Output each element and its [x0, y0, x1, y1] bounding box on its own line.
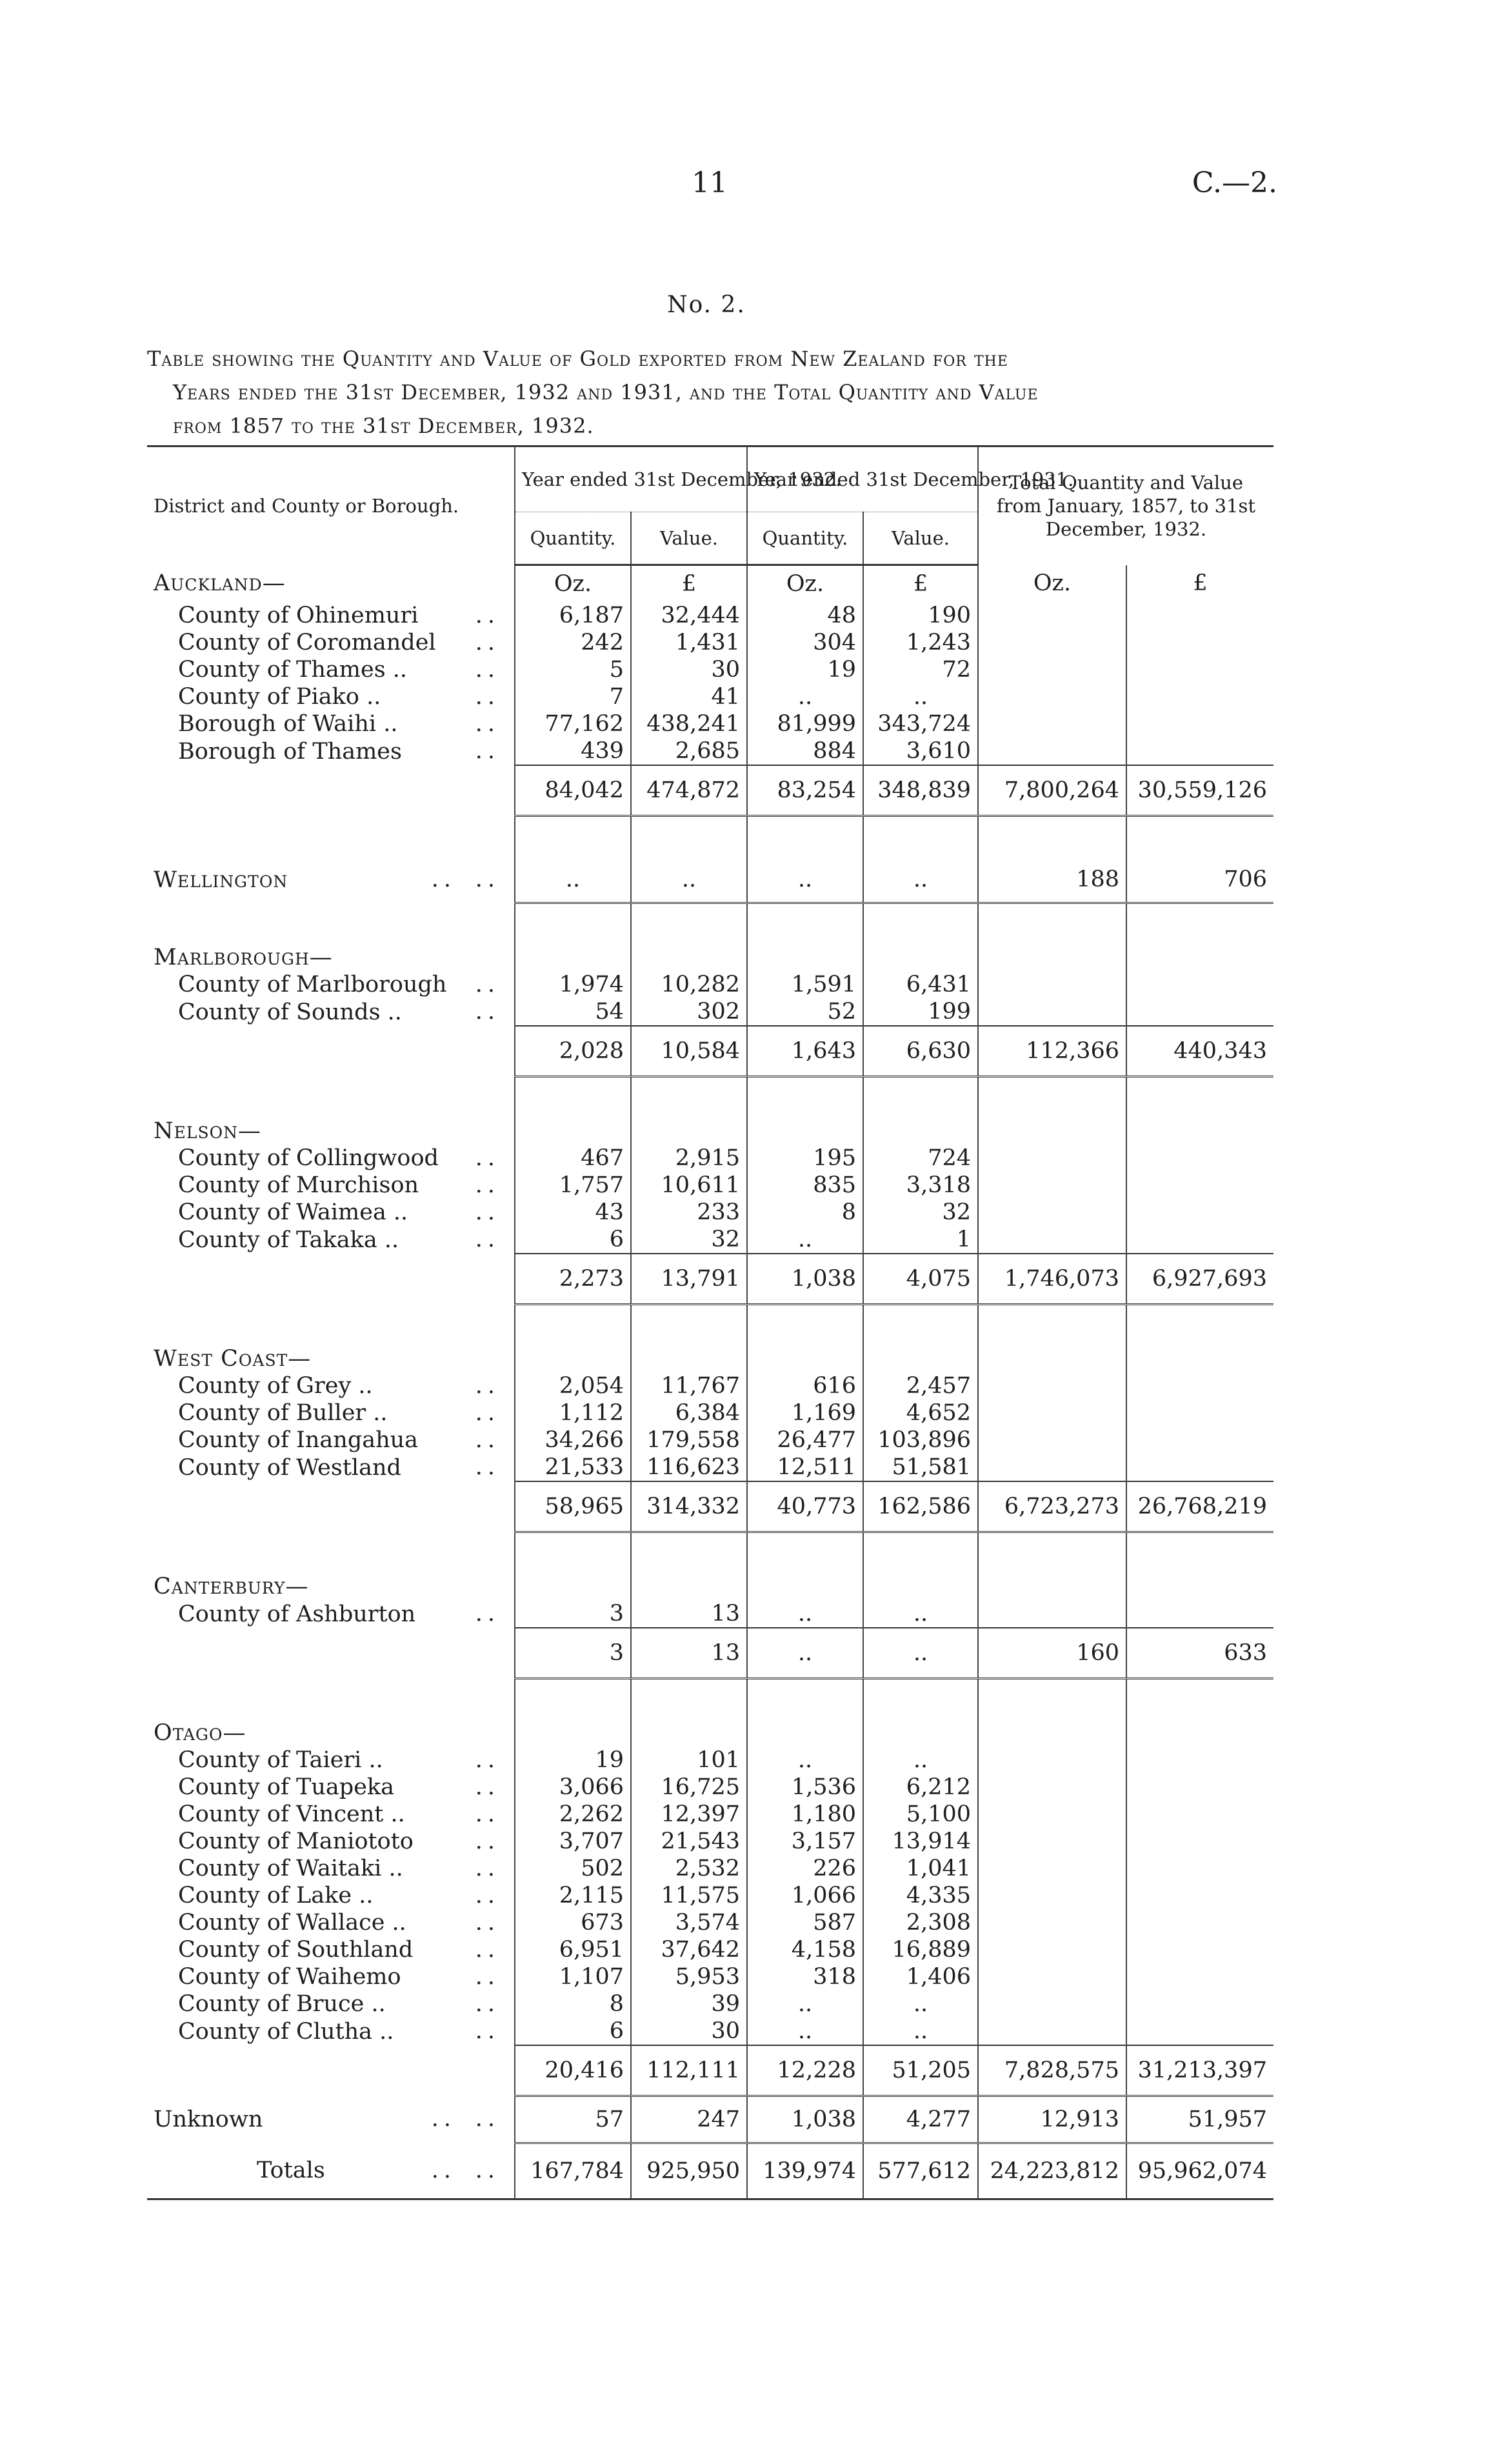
cell-value-1932: 10,282	[631, 971, 747, 998]
cell-quantity-1931: 1,066	[747, 1882, 863, 1909]
cell-quantity-1932: 43	[515, 1199, 631, 1226]
cell-quantity-1932: 34,266	[515, 1427, 631, 1454]
district-label: County of Ashburton ..	[178, 1601, 500, 1627]
district-label: County of Inangahua ..	[178, 1427, 500, 1453]
table-row	[147, 1172, 1273, 1199]
cell-value-1931: 103,896	[863, 1427, 978, 1454]
cell-value-1932: 116,623	[631, 1454, 747, 1481]
subtotal-total-value: 31,213,397	[1126, 2045, 1273, 2096]
section-name: Auckland—	[154, 570, 286, 597]
cell-quantity-1932: 1,757	[515, 1172, 631, 1199]
cell-quantity-1932: 6	[515, 1226, 631, 1254]
cell-value-1932: 6,384	[631, 1399, 747, 1427]
subtotal-value-1931: 6,630	[863, 1026, 978, 1077]
subtotal-quantity-1931: 83,254	[747, 765, 863, 816]
cell-quantity-1931: 304	[747, 629, 863, 656]
spacer-row	[147, 1305, 1273, 1346]
unknown-label: Unknown .. ..	[154, 2105, 500, 2132]
cell-quantity-1931: 1,180	[747, 1801, 863, 1828]
cell-quantity-1932: 1,112	[515, 1399, 631, 1427]
cell-value-1932: 32	[631, 1226, 747, 1254]
cell-quantity-1931: 3,157	[747, 1828, 863, 1855]
cell-quantity-1931: ..	[747, 2018, 863, 2045]
section-header-row	[147, 1719, 1273, 1747]
district-label: County of Marlborough ..	[178, 972, 500, 997]
cell-quantity-1932: 1,974	[515, 971, 631, 998]
title-line: from 1857 to the 31st December, 1932.	[173, 414, 594, 438]
subtotal-quantity-1931: 12,228	[747, 2045, 863, 2096]
table-row	[147, 1600, 1273, 1628]
cell-value-1931: 343,724	[863, 710, 978, 737]
subtotal-total-quantity: 160	[978, 1628, 1126, 1679]
cell-quantity-1931: ..	[747, 1747, 863, 1774]
total-value-1932: 925,950	[631, 2143, 747, 2199]
cell-quantity-1931: 884	[747, 737, 863, 765]
cell-quantity-1932: 3,066	[515, 1774, 631, 1801]
district-label: County of Thames .. ..	[178, 657, 500, 683]
unit-label: Oz.	[978, 565, 1126, 603]
cell-quantity-1931: 8	[747, 1199, 863, 1226]
cell-total-value	[1126, 602, 1273, 629]
cell-total-value	[1126, 629, 1273, 656]
cell-value-1931: ..	[863, 1747, 978, 1774]
subtotal-quantity-1931: 1,643	[747, 1026, 863, 1077]
cell-total-quantity	[978, 656, 1126, 683]
cell-quantity-1931: 48	[747, 602, 863, 629]
district-label: County of Ohinemuri ..	[178, 603, 500, 628]
district-label: County of Waihemo ..	[178, 1964, 500, 1990]
cell-value-1931: 16,889	[863, 1936, 978, 1963]
grand-total-quantity: 24,223,812	[978, 2143, 1126, 2199]
cell-value-1932: 39	[631, 1990, 747, 2018]
cell-value-1931: 1	[863, 1226, 978, 1254]
cell-value-1932: 179,558	[631, 1427, 747, 1454]
cell-value-1931: 1,243	[863, 629, 978, 656]
cell-value-1932: 30	[631, 2018, 747, 2045]
cell-value-1932: ..	[631, 857, 747, 903]
table-row	[147, 1454, 1273, 1481]
cell-value-1932: 30	[631, 656, 747, 683]
subtotal-total-value: 26,768,219	[1126, 1481, 1273, 1532]
cell-value-1932: 37,642	[631, 1936, 747, 1963]
district-label: County of Bruce .. ..	[178, 1991, 500, 2017]
table-row	[147, 971, 1273, 998]
table-row	[147, 1145, 1273, 1172]
subtotal-label	[147, 765, 515, 816]
subtotal-value-1931: 4,075	[863, 1254, 978, 1305]
cell-value-1931: 3,610	[863, 737, 978, 765]
cell-value-1932: 12,397	[631, 1801, 747, 1828]
cell-value-1932: 247	[631, 2096, 747, 2143]
document-reference: C.—2.	[1192, 166, 1277, 199]
cell-value-1932: 101	[631, 1747, 747, 1774]
table-row	[147, 1427, 1273, 1454]
subtotal-total-value: 6,927,693	[1126, 1254, 1273, 1305]
cell-value-1931: 4,277	[863, 2096, 978, 2143]
cell-value-1932: 21,543	[631, 1828, 747, 1855]
cell-quantity-1932: ..	[515, 857, 631, 903]
unit-label: £	[631, 565, 747, 603]
quantity-header: Quantity.	[515, 512, 631, 565]
table-row	[147, 1963, 1273, 1990]
cell-total-value: 706	[1126, 857, 1273, 903]
district-label: County of Buller .. ..	[178, 1400, 500, 1426]
table-row	[147, 737, 1273, 765]
spacer-row	[147, 1532, 1273, 1574]
cell-quantity-1931: 616	[747, 1372, 863, 1399]
subtotal-value-1932: 13	[631, 1628, 747, 1679]
cell-quantity-1931: 12,511	[747, 1454, 863, 1481]
cell-quantity-1932: 19	[515, 1747, 631, 1774]
cell-value-1932: 302	[631, 998, 747, 1026]
year-1932-column-header: Year ended 31st December, 1932.	[515, 446, 747, 512]
subtotal-value-1932: 314,332	[631, 1481, 747, 1532]
district-label: County of Sounds .. ..	[178, 999, 500, 1025]
cell-quantity-1932: 502	[515, 1855, 631, 1882]
cell-value-1931: 72	[863, 656, 978, 683]
cell-quantity-1931: ..	[747, 1990, 863, 2018]
district-label: County of Waitaki .. ..	[178, 1856, 500, 1881]
district-label: County of Murchison ..	[178, 1172, 500, 1198]
totals-label: Totals .. ..	[147, 2143, 515, 2199]
subtotal-row	[147, 1628, 1273, 1679]
cell-total-value	[1126, 656, 1273, 683]
district-label: County of Westland ..	[178, 1454, 500, 1481]
cell-value-1931: 199	[863, 998, 978, 1026]
table-row	[147, 710, 1273, 737]
table-row	[147, 1855, 1273, 1882]
district-label: County of Lake .. ..	[178, 1883, 500, 1908]
subtotal-value-1931: 51,205	[863, 2045, 978, 2096]
cell-total-value	[1126, 737, 1273, 765]
cell-quantity-1931: 195	[747, 1145, 863, 1172]
cell-quantity-1931: 1,038	[747, 2096, 863, 2143]
cell-total-quantity: 188	[978, 857, 1126, 903]
cell-quantity-1932: 6	[515, 2018, 631, 2045]
section-header-row	[147, 944, 1273, 971]
cell-quantity-1932: 2,262	[515, 1801, 631, 1828]
value-header: Value.	[631, 512, 747, 565]
cell-quantity-1931: 19	[747, 656, 863, 683]
cell-quantity-1931: ..	[747, 1226, 863, 1254]
subtotal-quantity-1932: 2,273	[515, 1254, 631, 1305]
district-label: County of Grey .. ..	[178, 1373, 500, 1399]
cell-value-1931: ..	[863, 1990, 978, 2018]
subtotal-value-1931: 162,586	[863, 1481, 978, 1532]
cell-value-1931: 4,652	[863, 1399, 978, 1427]
table-row	[147, 1828, 1273, 1855]
cell-total-quantity	[978, 710, 1126, 737]
subtotal-total-value: 30,559,126	[1126, 765, 1273, 816]
subtotal-row	[147, 1481, 1273, 1532]
district-label: County of Collingwood ..	[178, 1145, 500, 1171]
subtotal-total-quantity: 7,800,264	[978, 765, 1126, 816]
cell-total-quantity	[978, 629, 1126, 656]
cell-value-1932: 11,575	[631, 1882, 747, 1909]
cell-total-value	[1126, 710, 1273, 737]
table-row	[147, 2018, 1273, 2045]
district-label: County of Tuapeka ..	[178, 1774, 500, 1800]
cell-value-1932: 2,532	[631, 1855, 747, 1882]
table-row	[147, 1882, 1273, 1909]
cell-quantity-1931: ..	[747, 857, 863, 903]
table-row	[147, 1399, 1273, 1427]
total-column-header: Total Quantity and Value from January, 1857, to 31st December, 1932.	[978, 446, 1273, 565]
cell-value-1932: 1,431	[631, 629, 747, 656]
table-header	[147, 446, 1273, 565]
table-row	[147, 1936, 1273, 1963]
district-label: County of Wallace .. ..	[178, 1910, 500, 1936]
subtotal-quantity-1932: 84,042	[515, 765, 631, 816]
cell-quantity-1932: 21,533	[515, 1454, 631, 1481]
subtotal-row	[147, 1026, 1273, 1077]
cell-quantity-1931: 4,158	[747, 1936, 863, 1963]
section-header-row	[147, 565, 1273, 603]
table-row	[147, 1747, 1273, 1774]
cell-value-1931: 6,431	[863, 971, 978, 998]
grand-total-value: 95,962,074	[1126, 2143, 1273, 2199]
cell-value-1931: 5,100	[863, 1801, 978, 1828]
unit-label: Oz.	[515, 565, 631, 603]
district-column-header: District and County or Borough.	[147, 446, 515, 565]
subtotal-quantity-1931: 40,773	[747, 1481, 863, 1532]
cell-total-value: 51,957	[1126, 2096, 1273, 2143]
cell-quantity-1931: 226	[747, 1855, 863, 1882]
cell-quantity-1932: 673	[515, 1909, 631, 1936]
cell-quantity-1932: 54	[515, 998, 631, 1026]
cell-value-1932: 438,241	[631, 710, 747, 737]
cell-quantity-1932: 5	[515, 656, 631, 683]
subtotal-quantity-1932: 3	[515, 1628, 631, 1679]
section-name: Canterbury—	[154, 1574, 309, 1599]
value-header: Value.	[863, 512, 978, 565]
table-row	[147, 857, 1273, 903]
cell-quantity-1932: 3,707	[515, 1828, 631, 1855]
page-number: 11	[692, 166, 728, 199]
subtotal-value-1931: ..	[863, 1628, 978, 1679]
cell-quantity-1932: 2,054	[515, 1372, 631, 1399]
subtotal-value-1932: 112,111	[631, 2045, 747, 2096]
cell-quantity-1931: 52	[747, 998, 863, 1026]
table-row	[147, 683, 1273, 710]
cell-value-1931: 3,318	[863, 1172, 978, 1199]
table-row	[147, 656, 1273, 683]
cell-value-1931: 32	[863, 1199, 978, 1226]
cell-quantity-1932: 3	[515, 1600, 631, 1628]
table-row	[147, 629, 1273, 656]
cell-value-1932: 2,685	[631, 737, 747, 765]
subtotal-total-quantity: 1,746,073	[978, 1254, 1126, 1305]
district-label: County of Maniototo ..	[178, 1828, 500, 1854]
cell-quantity-1931: 1,591	[747, 971, 863, 998]
section-name: Nelson—	[154, 1118, 261, 1144]
cell-quantity-1932: 242	[515, 629, 631, 656]
cell-quantity-1932: 8	[515, 1990, 631, 2018]
subtotal-value-1932: 474,872	[631, 765, 747, 816]
unit-label: Oz.	[747, 565, 863, 603]
cell-value-1932: 233	[631, 1199, 747, 1226]
cell-value-1931: 51,581	[863, 1454, 978, 1481]
district-label: County of Taieri .. ..	[178, 1747, 500, 1773]
cell-quantity-1932: 77,162	[515, 710, 631, 737]
subtotal-total-value: 633	[1126, 1628, 1273, 1679]
subtotal-total-quantity: 7,828,575	[978, 2045, 1126, 2096]
cell-quantity-1932: 7	[515, 683, 631, 710]
table-row	[147, 602, 1273, 629]
subtotal-total-value: 440,343	[1126, 1026, 1273, 1077]
gold-export-table	[147, 445, 1273, 2200]
subtotal-value-1931: 348,839	[863, 765, 978, 816]
table-row	[147, 1199, 1273, 1226]
cell-quantity-1931: 1,169	[747, 1399, 863, 1427]
cell-value-1932: 10,611	[631, 1172, 747, 1199]
district-label: County of Coromandel ..	[178, 630, 500, 656]
cell-quantity-1932: 467	[515, 1145, 631, 1172]
cell-total-quantity: 12,913	[978, 2096, 1126, 2143]
cell-value-1931: ..	[863, 1600, 978, 1628]
table-row	[147, 1226, 1273, 1254]
unit-label: £	[863, 565, 978, 603]
subtotal-row	[147, 765, 1273, 816]
cell-value-1932: 13	[631, 1600, 747, 1628]
subtotal-value-1932: 13,791	[631, 1254, 747, 1305]
cell-value-1931: 1,406	[863, 1963, 978, 1990]
cell-value-1931: ..	[863, 2018, 978, 2045]
cell-quantity-1931: 835	[747, 1172, 863, 1199]
year-1931-column-header: Year ended 31st December, 1931.	[747, 446, 978, 512]
total-value-1931: 577,612	[863, 2143, 978, 2199]
cell-value-1931: ..	[863, 857, 978, 903]
table-row	[147, 1801, 1273, 1828]
cell-quantity-1931: 587	[747, 1909, 863, 1936]
table-row	[147, 998, 1273, 1026]
cell-quantity-1931: ..	[747, 1600, 863, 1628]
cell-total-quantity	[978, 602, 1126, 629]
cell-quantity-1932: 1,107	[515, 1963, 631, 1990]
cell-value-1932: 11,767	[631, 1372, 747, 1399]
title-line: Years ended the 31st December, 1932 and 1931, and the Total Quantity and Value	[173, 380, 1039, 405]
cell-value-1932: 41	[631, 683, 747, 710]
subtotal-row	[147, 1254, 1273, 1305]
cell-quantity-1931: 318	[747, 1963, 863, 1990]
district-label: Borough of Waihi .. ..	[178, 711, 500, 737]
table-row	[147, 1990, 1273, 2018]
section-name: West Coast—	[154, 1346, 312, 1372]
cell-value-1931: 724	[863, 1145, 978, 1172]
subtotal-quantity-1931: ..	[747, 1628, 863, 1679]
subtotal-total-quantity: 112,366	[978, 1026, 1126, 1077]
spacer-row	[147, 1679, 1273, 1720]
cell-value-1932: 5,953	[631, 1963, 747, 1990]
section-header-row	[147, 1573, 1273, 1600]
spacer-row	[147, 903, 1273, 945]
subtotal-total-quantity: 6,723,273	[978, 1481, 1126, 1532]
title-line: Table showing the Quantity and Value of Gold exported from New Zealand for the	[147, 346, 1008, 371]
cell-quantity-1932: 6,951	[515, 1936, 631, 1963]
quantity-header: Quantity.	[747, 512, 863, 565]
table-row	[147, 1909, 1273, 1936]
cell-value-1932: 32,444	[631, 602, 747, 629]
spacer-row	[147, 1077, 1273, 1118]
unit-label: £	[1126, 565, 1273, 603]
subtotal-quantity-1931: 1,038	[747, 1254, 863, 1305]
cell-value-1932: 16,725	[631, 1774, 747, 1801]
table-title	[147, 342, 1270, 443]
cell-value-1931: 13,914	[863, 1828, 978, 1855]
section-header-row	[147, 1117, 1273, 1145]
district-label: County of Southland ..	[178, 1937, 500, 1963]
subtotal-quantity-1932: 2,028	[515, 1026, 631, 1077]
cell-value-1932: 3,574	[631, 1909, 747, 1936]
cell-quantity-1931: ..	[747, 683, 863, 710]
cell-quantity-1932: 57	[515, 2096, 631, 2143]
cell-value-1931: 190	[863, 602, 978, 629]
section-name: Marlborough—	[154, 945, 333, 970]
table-row	[147, 1774, 1273, 1801]
district-label: County of Waimea .. ..	[178, 1199, 500, 1225]
spacer-row	[147, 816, 1273, 857]
district-label: Borough of Thames ..	[178, 738, 500, 765]
district-label: County of Piako .. ..	[178, 684, 500, 710]
totals-row	[147, 2143, 1273, 2199]
cell-quantity-1931: 81,999	[747, 710, 863, 737]
total-quantity-1932: 167,784	[515, 2143, 631, 2199]
table-row	[147, 1372, 1273, 1399]
cell-value-1931: 2,457	[863, 1372, 978, 1399]
cell-value-1931: 4,335	[863, 1882, 978, 1909]
cell-value-1931: 6,212	[863, 1774, 978, 1801]
cell-value-1931: ..	[863, 683, 978, 710]
subtotal-value-1932: 10,584	[631, 1026, 747, 1077]
section-name: Otago—	[154, 1720, 246, 1746]
subtotal-row	[147, 2045, 1273, 2096]
table-row	[147, 2096, 1273, 2143]
subtotal-quantity-1932: 58,965	[515, 1481, 631, 1532]
section-header-row	[147, 1345, 1273, 1372]
cell-total-quantity	[978, 683, 1126, 710]
cell-quantity-1931: 26,477	[747, 1427, 863, 1454]
cell-value-1932: 2,915	[631, 1145, 747, 1172]
table-number: No. 2.	[667, 292, 746, 318]
section-name: Wellington .. ..	[154, 866, 500, 893]
cell-quantity-1931: 1,536	[747, 1774, 863, 1801]
cell-value-1931: 2,308	[863, 1909, 978, 1936]
cell-total-quantity	[978, 737, 1126, 765]
district-label: County of Clutha .. ..	[178, 2018, 500, 2045]
cell-value-1931: 1,041	[863, 1855, 978, 1882]
cell-quantity-1932: 439	[515, 737, 631, 765]
cell-quantity-1932: 6,187	[515, 602, 631, 629]
district-label: County of Takaka .. ..	[178, 1227, 500, 1253]
cell-total-value	[1126, 683, 1273, 710]
subtotal-quantity-1932: 20,416	[515, 2045, 631, 2096]
total-quantity-1931: 139,974	[747, 2143, 863, 2199]
cell-quantity-1932: 2,115	[515, 1882, 631, 1909]
district-label: County of Vincent .. ..	[178, 1801, 500, 1827]
